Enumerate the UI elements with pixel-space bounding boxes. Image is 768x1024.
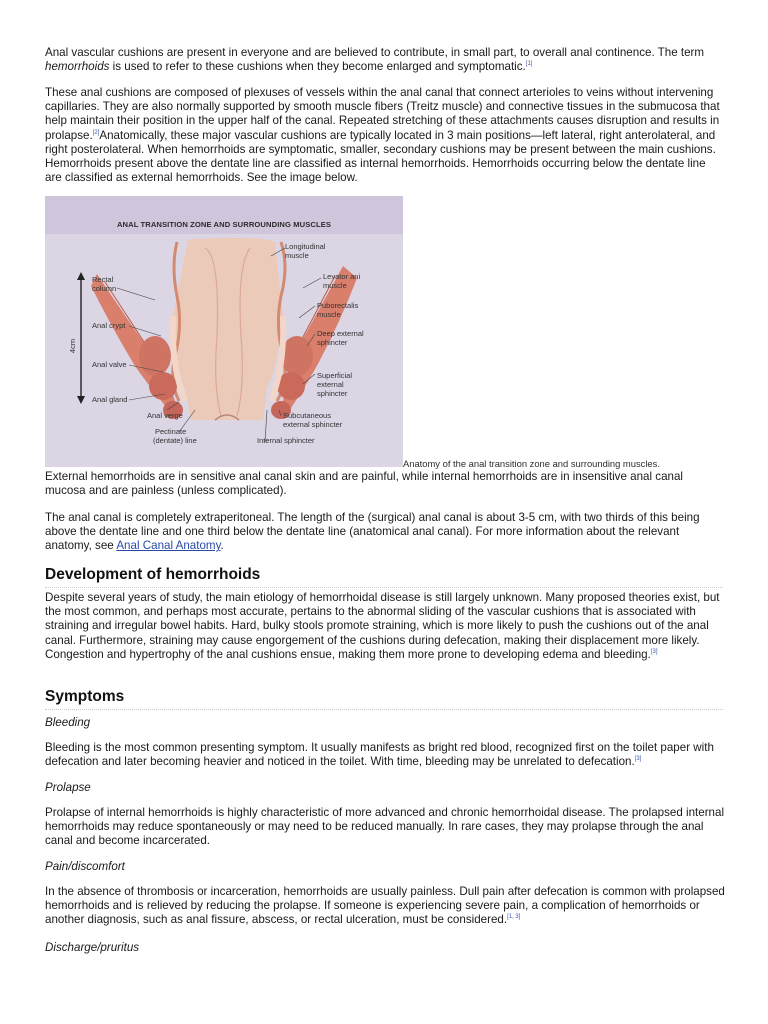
label-deep-external-2: sphincter xyxy=(317,338,348,347)
figure-title: ANAL TRANSITION ZONE AND SURROUNDING MUSCLES xyxy=(116,220,332,229)
intro-paragraph-2: These anal cushions are composed of plexuses of vessels within the anal canal that connect arterioles to veins without intervening capillaries. They are also normally supported by smooth muscle fibers (Treitz muscle) and connective tissues in the submucosa that help maintain their position in the upper half of the canal. Repeated stretching of these attachments causes disruption and results in prolapse.[2]Anatomically, these major vascular cushions are typically located in 3 main positions—left lateral, right anterolateral, and right posterolateral. When hemorrhoids are symptomatic, smaller, secondary cushions may be present between the main cushions. Hemorrhoids present above the dentate line are classified as internal hemorrhoids. Hemorrhoids occurring below the dentate line are classified as external hemorrhoids. See the image below. xyxy=(45,86,720,185)
label-pectinate-line-2: (dentate) line xyxy=(153,436,197,445)
anatomy-figure xyxy=(45,196,403,467)
prolapse-subheading: Prolapse xyxy=(45,781,91,794)
development-paragraph: Despite several years of study, the main etiology of hemorrhoidal disease is still largely unknown. Many proposed theories exist, but the most common, and perhaps most accurate, pertains to the abnormal sliding of the vascular cushions that is associated with straining and irregular bowel habits. Hard, bulky stools promote straining, which is more likely to push the cushions out of the anal canal. Furthermore, straining may cause engorgement of the cushions during defecation, making their displacement more likely. Congestion and hypertrophy of the anal cushions ensue, making them more prone to developing edema and bleeding.[3] xyxy=(45,591,720,661)
scale-label: 4cm xyxy=(68,338,77,354)
label-superficial-external-2: external xyxy=(317,380,344,389)
development-heading: Development of hemorrhoids xyxy=(45,566,723,588)
figure-caption: Anatomy of the anal transition zone and surrounding muscles. xyxy=(403,458,660,469)
label-anal-verge: Anal verge xyxy=(147,411,183,420)
label-subcutaneous-2: external sphincter xyxy=(283,420,343,429)
reference-link[interactable]: [3] xyxy=(650,648,658,655)
bleeding-paragraph: Bleeding is the most common presenting symptom. It usually manifests as bright red blood, recognized first on the toilet paper with defecation and later becoming heavier and noticed in the toilet. With time, bleeding may be unrelated to defecation.[3] xyxy=(45,741,714,769)
reference-link[interactable]: [1] xyxy=(525,61,533,68)
label-longitudinal-muscle: Longitudinal xyxy=(285,242,326,251)
label-anal-crypt: Anal crypt xyxy=(92,321,126,330)
label-deep-external: Deep external xyxy=(317,329,364,338)
anal-canal-anatomy-link[interactable]: Anal Canal Anatomy xyxy=(116,539,221,553)
label-superficial-external-3: sphincter xyxy=(317,389,348,398)
discharge-subheading: Discharge/pruritus xyxy=(45,941,140,954)
label-pectinate-line: Pectinate xyxy=(155,427,187,436)
label-superficial-external: Superficial xyxy=(317,371,353,380)
label-anal-valve: Anal valve xyxy=(92,360,127,369)
bleeding-subheading: Bleeding xyxy=(45,716,91,729)
reference-link[interactable]: [2] xyxy=(92,129,100,136)
anatomy-illustration xyxy=(45,196,403,467)
anal-canal-paragraph: The anal canal is completely extraperitoneal. The length of the (surgical) anal canal is about 3-5 cm, with two thirds of this being above the dentate line and one third below the dentate line (anatomical anal canal). For more information about the relevant anatomy, see Anal Canal Anatomy. xyxy=(45,511,700,553)
reference-link[interactable]: [3] xyxy=(634,756,642,763)
prolapse-paragraph: Prolapse of internal hemorrhoids is highly characteristic of more advanced and chronic hemorrhoidal disease. The prolapsed internal hemorrhoids may reduce spontaneously or may need to be reduced manually. In rare cases, they may prolapse through the anal canal and become incarcerated. xyxy=(45,806,725,848)
symptoms-heading: Symptoms xyxy=(45,688,723,710)
label-levator-ani-2: muscle xyxy=(323,281,347,290)
external-internal-paragraph: External hemorrhoids are in sensitive anal canal skin and are painful, while internal hemorrhoids are in insensitive anal canal mucosa and are painless (unless complicated). xyxy=(45,470,684,498)
label-subcutaneous: Subcutaneous xyxy=(283,411,331,420)
pain-paragraph: In the absence of thrombosis or incarceration, hemorrhoids are usually painless. Dull pain after defecation is common with prolapsed hemorrhoids and is relieved by reducing the prolapse. If someone is experiencing severe pain, a complication of hemorrhoids or another diagnosis, such as anal fissure, abscess, or rectal ulceration, must be considered.[1, 3] xyxy=(45,885,725,927)
label-rectal-column-2: column xyxy=(92,284,117,293)
label-levator-ani: Levator ani xyxy=(323,272,361,281)
label-rectal-column: Rectal xyxy=(92,275,114,284)
pain-subheading: Pain/discomfort xyxy=(45,860,125,873)
label-puborectalis: Puborectalis xyxy=(317,301,359,310)
label-internal-sphincter: Internal sphincter xyxy=(257,436,315,445)
label-puborectalis-2: muscle xyxy=(317,310,341,319)
reference-link[interactable]: [1, 3] xyxy=(507,914,521,921)
label-longitudinal-muscle-2: muscle xyxy=(285,251,309,260)
intro-paragraph-1: Anal vascular cushions are present in everyone and are believed to contribute, in small part, to overall anal continence. The term hemorrhoids is used to refer to these cushions when they become enlarged and symptomatic.[1] xyxy=(45,46,705,74)
label-anal-gland: Anal gland xyxy=(92,395,128,404)
